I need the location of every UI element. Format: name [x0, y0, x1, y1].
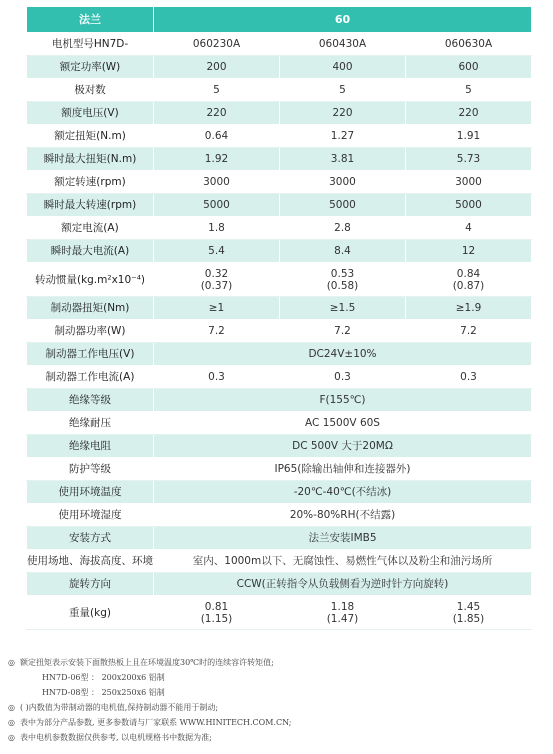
row-label: 绝缘等级	[27, 389, 154, 412]
row-value: 5	[406, 79, 532, 102]
value-with-brake: (1.15)	[200, 612, 233, 625]
row-value: 3000	[280, 171, 406, 194]
header-label: 法兰	[27, 7, 154, 33]
row-label: 使用场地、海拔高度、环境	[27, 550, 154, 573]
row-label: 重量(kg)	[27, 596, 154, 630]
footnote-3	[8, 715, 548, 730]
footnote-4-text: 表中电机参数数据仅供参考, 以电机规格书中数据为准;	[20, 733, 212, 742]
row-label: 瞬时最大转速(rpm)	[27, 194, 154, 217]
spec-table-body	[27, 7, 532, 630]
table-row	[27, 320, 532, 343]
row-value: 4	[406, 217, 532, 240]
row-value	[280, 596, 406, 630]
table-row	[27, 102, 532, 125]
row-value: 5000	[406, 194, 532, 217]
footnote-1	[8, 655, 548, 670]
row-label: 额度电压(V)	[27, 102, 154, 125]
row-label: 转动惯量(kg.m²x10⁻⁴)	[27, 263, 154, 297]
table-row	[27, 217, 532, 240]
value-main: 0.32	[204, 267, 229, 280]
row-value: 0.3	[406, 366, 532, 389]
value-with-brake: (0.37)	[200, 279, 233, 292]
row-value: 3000	[406, 171, 532, 194]
row-value: 3.81	[280, 148, 406, 171]
row-value: 600	[406, 56, 532, 79]
note-bullet: ◎	[8, 703, 15, 712]
table-row	[27, 297, 532, 320]
row-label: 绝缘耐压	[27, 412, 154, 435]
table-row	[27, 125, 532, 148]
table-row	[27, 343, 532, 366]
row-value	[154, 263, 280, 297]
row-value: 0.64	[154, 125, 280, 148]
spec-table	[26, 6, 532, 630]
table-row	[27, 550, 532, 573]
header-value: 60	[154, 7, 532, 33]
row-label: 制动器扭矩(Nm)	[27, 297, 154, 320]
table-row	[27, 458, 532, 481]
row-value	[406, 596, 532, 630]
row-value: 5.73	[406, 148, 532, 171]
row-label: 额定功率(W)	[27, 56, 154, 79]
row-value: ≥1	[154, 297, 280, 320]
row-value: 7.2	[280, 320, 406, 343]
row-value: 8.4	[280, 240, 406, 263]
row-label: 瞬时最大电流(A)	[27, 240, 154, 263]
row-label: 防护等级	[27, 458, 154, 481]
row-label: 使用环境湿度	[27, 504, 154, 527]
row-value: 12	[406, 240, 532, 263]
row-value: 1.92	[154, 148, 280, 171]
row-label: 额定电流(A)	[27, 217, 154, 240]
row-value-span: -20℃-40℃(不结冰)	[154, 481, 532, 504]
table-row	[27, 33, 532, 56]
row-value: 5	[280, 79, 406, 102]
footnote-4	[8, 730, 548, 745]
note-bullet: ◎	[8, 733, 15, 742]
row-label: 额定扭矩(N.m)	[27, 125, 154, 148]
table-row	[27, 263, 532, 297]
row-value: 200	[154, 56, 280, 79]
row-value-span: DC24V±10%	[154, 343, 532, 366]
row-value-span: CCW(正转指令从负载侧看为逆时针方向旋转)	[154, 573, 532, 596]
footnote-3-text: 表中为部分产品参数, 更多参数请与厂家联系 WWW.HINITECH.COM.CN;	[20, 718, 292, 727]
value-main: 1.45	[456, 600, 481, 613]
row-value-span: 法兰安装IMB5	[154, 527, 532, 550]
row-value: 1.91	[406, 125, 532, 148]
row-label: 绝缘电阻	[27, 435, 154, 458]
row-value-span: F(155℃)	[154, 389, 532, 412]
footnote-1-text: 额定扭矩表示安装下面散热板上且在环境温度30℃时的连续容许转矩值;	[20, 658, 274, 667]
row-value	[280, 263, 406, 297]
value-main: 0.84	[456, 267, 481, 280]
row-value: 400	[280, 56, 406, 79]
value-main: 0.81	[204, 600, 229, 613]
table-row	[27, 596, 532, 630]
table-row	[27, 56, 532, 79]
value-with-brake: (1.85)	[452, 612, 485, 625]
row-value-span: 室内、1000m以下、无腐蚀性、易燃性气体以及粉尘和油污场所	[154, 550, 532, 573]
row-value	[406, 263, 532, 297]
table-row	[27, 435, 532, 458]
row-label: 制动器工作电流(A)	[27, 366, 154, 389]
table-row	[27, 240, 532, 263]
row-value-span: 20%-80%RH(不结露)	[154, 504, 532, 527]
row-label: 电机型号HN7D-	[27, 33, 154, 56]
value-with-brake: (0.87)	[452, 279, 485, 292]
table-row	[27, 79, 532, 102]
table-row	[27, 481, 532, 504]
row-value: ≥1.9	[406, 297, 532, 320]
table-row	[27, 527, 532, 550]
table-row	[27, 171, 532, 194]
row-label: 安装方式	[27, 527, 154, 550]
row-value: 220	[154, 102, 280, 125]
row-value: 060430A	[280, 33, 406, 56]
row-value: 5000	[154, 194, 280, 217]
table-row	[27, 389, 532, 412]
row-label: 旋转方向	[27, 573, 154, 596]
table-row	[27, 412, 532, 435]
row-value: 2.8	[280, 217, 406, 240]
row-value: 1.8	[154, 217, 280, 240]
note-bullet: ◎	[8, 718, 15, 727]
table-row	[27, 366, 532, 389]
table-row	[27, 194, 532, 217]
value-main: 1.18	[330, 600, 355, 613]
table-row	[27, 573, 532, 596]
row-value: 060230A	[154, 33, 280, 56]
row-value: 7.2	[406, 320, 532, 343]
value-with-brake: (1.47)	[326, 612, 359, 625]
row-value-span: DC 500V 大于20MΩ	[154, 435, 532, 458]
row-label: 使用环境温度	[27, 481, 154, 504]
footnote-2-text: ( )内数值为带制动器的电机值,保持制动器不能用于制动;	[20, 703, 219, 712]
row-value: ≥1.5	[280, 297, 406, 320]
row-value-span: AC 1500V 60S	[154, 412, 532, 435]
row-value: 0.3	[154, 366, 280, 389]
row-value: 5	[154, 79, 280, 102]
row-label: 瞬时最大扭矩(N.m)	[27, 148, 154, 171]
row-value: 5.4	[154, 240, 280, 263]
row-value: 1.27	[280, 125, 406, 148]
footnote-1-sub-1: HN7D-06型 ： 200x200x6 铝制	[42, 673, 165, 682]
row-value: 0.3	[280, 366, 406, 389]
footnote-1-sub-2: HN7D-08型 ： 250x250x6 铝制	[42, 688, 165, 697]
row-value: 3000	[154, 171, 280, 194]
row-value-span: IP65(除输出轴伸和连接器外)	[154, 458, 532, 481]
value-main: 0.53	[330, 267, 355, 280]
note-bullet: ◎	[8, 658, 15, 667]
row-label: 制动器工作电压(V)	[27, 343, 154, 366]
row-label: 极对数	[27, 79, 154, 102]
row-label: 额定转速(rpm)	[27, 171, 154, 194]
footnote-2	[8, 700, 548, 715]
row-value	[154, 596, 280, 630]
table-header-row	[27, 7, 532, 33]
row-value: 060630A	[406, 33, 532, 56]
row-value: 220	[280, 102, 406, 125]
row-label: 制动器功率(W)	[27, 320, 154, 343]
footnotes	[8, 655, 548, 745]
value-with-brake: (0.58)	[326, 279, 359, 292]
row-value: 7.2	[154, 320, 280, 343]
row-value: 5000	[280, 194, 406, 217]
table-row	[27, 148, 532, 171]
row-value: 220	[406, 102, 532, 125]
table-row	[27, 504, 532, 527]
